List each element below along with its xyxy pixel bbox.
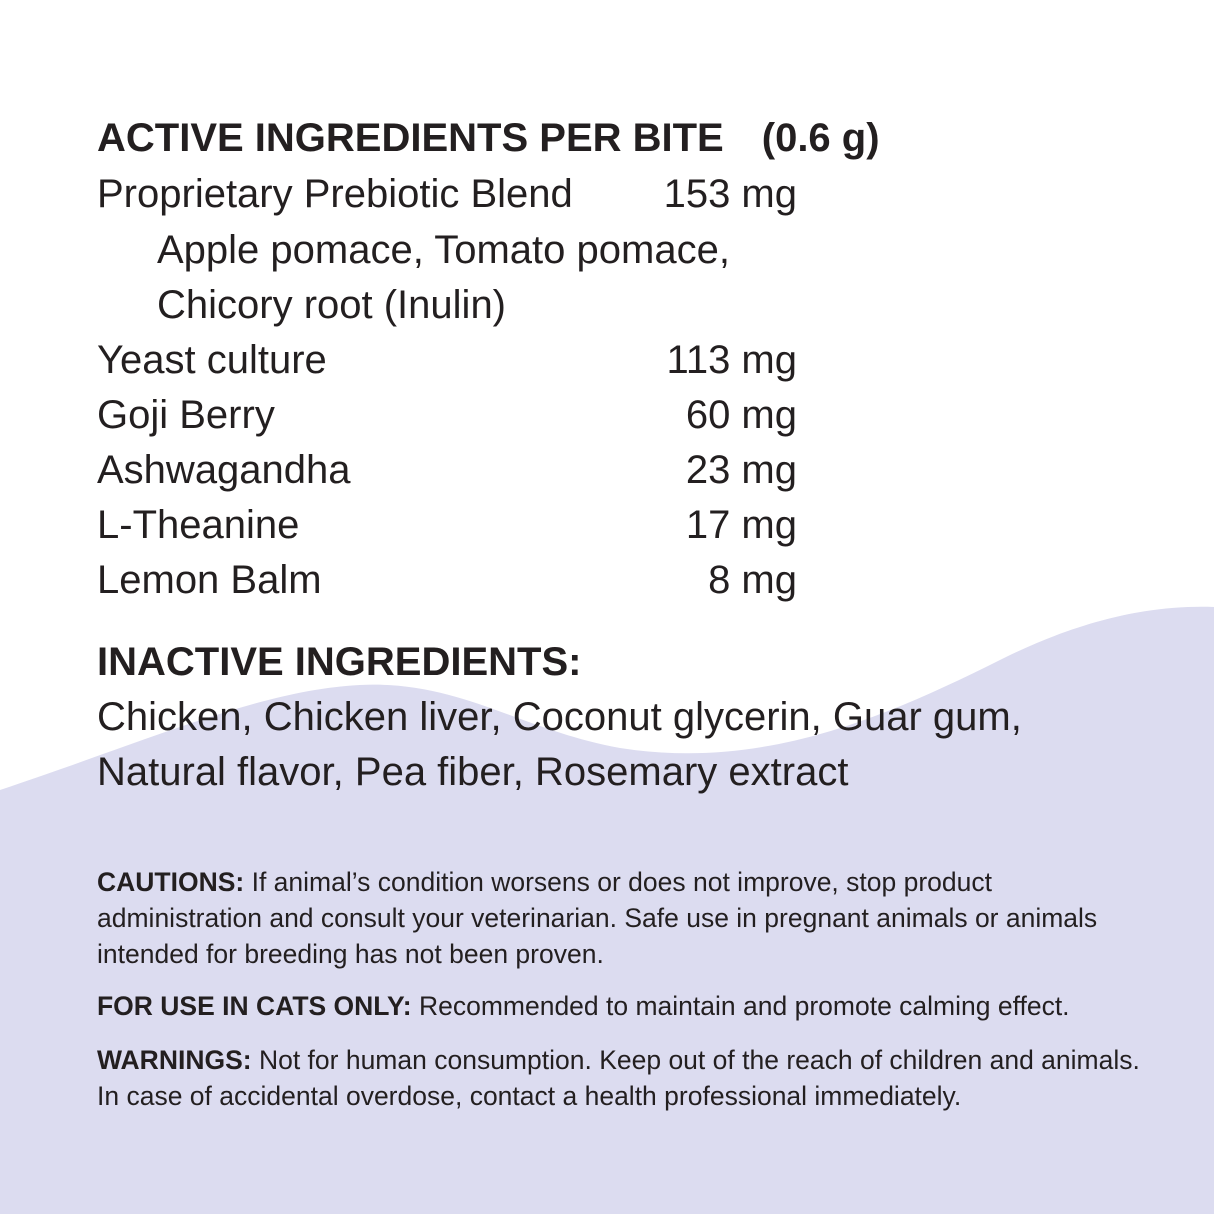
ingredient-amount: 113 mg <box>666 338 797 382</box>
ingredient-name: Lemon Balm <box>97 558 322 602</box>
ingredient-row-prebiotic-blend <box>97 166 797 222</box>
ingredient-row <box>97 442 797 498</box>
active-ingredients-title: ACTIVE INGREDIENTS PER BITE <box>97 116 724 160</box>
warnings-note <box>97 1042 1157 1114</box>
cautions-label: CAUTIONS: <box>97 867 245 897</box>
warnings-text: Not for human consumption. Keep out of the reach of children and animals. In case of accidental overdose, contact a health professional immediately. <box>97 1045 1140 1111</box>
use-text: Recommended to maintain and promote calming effect. <box>411 991 1070 1021</box>
ingredient-name: L-Theanine <box>97 503 300 547</box>
ingredient-amount: 8 mg <box>708 558 797 602</box>
cautions-text: If animal’s condition worsens or does not improve, stop product administration and consult your veterinarian. Safe use in pregnant animals or animals intended for breeding has not been proven. <box>97 867 1098 969</box>
ingredient-name: Goji Berry <box>97 393 275 437</box>
blend-components-line-2: Chicory root (Inulin) <box>157 283 507 327</box>
ingredient-row <box>97 387 797 443</box>
ingredient-name: Yeast culture <box>97 338 327 382</box>
serving-size: (0.6 g) <box>761 116 880 160</box>
ingredient-row <box>97 552 797 608</box>
blend-components-line-1: Apple pomace, Tomato pomace, <box>157 228 730 272</box>
ingredient-row <box>97 497 797 553</box>
use-label: FOR USE IN CATS ONLY: <box>97 991 412 1021</box>
ingredient-amount: 60 mg <box>685 393 797 437</box>
warnings-label: WARNINGS: <box>97 1045 252 1075</box>
ingredient-amount: 153 mg <box>663 172 797 216</box>
ingredient-amount: 17 mg <box>685 503 797 547</box>
use-note <box>97 988 1157 1024</box>
active-ingredients-heading <box>97 118 880 158</box>
inactive-ingredients-heading: INACTIVE INGREDIENTS: <box>97 640 582 684</box>
inactive-ingredients-list: Chicken, Chicken liver, Coconut glycerin, Guar gum, Natural flavor, Pea fiber, Rosemary extract <box>97 695 1022 794</box>
ingredient-name: Ashwagandha <box>97 448 351 492</box>
ingredient-amount: 23 mg <box>685 448 797 492</box>
ingredient-name: Proprietary Prebiotic Blend <box>97 172 573 216</box>
cautions-note <box>97 864 1157 972</box>
ingredient-row <box>97 332 797 388</box>
